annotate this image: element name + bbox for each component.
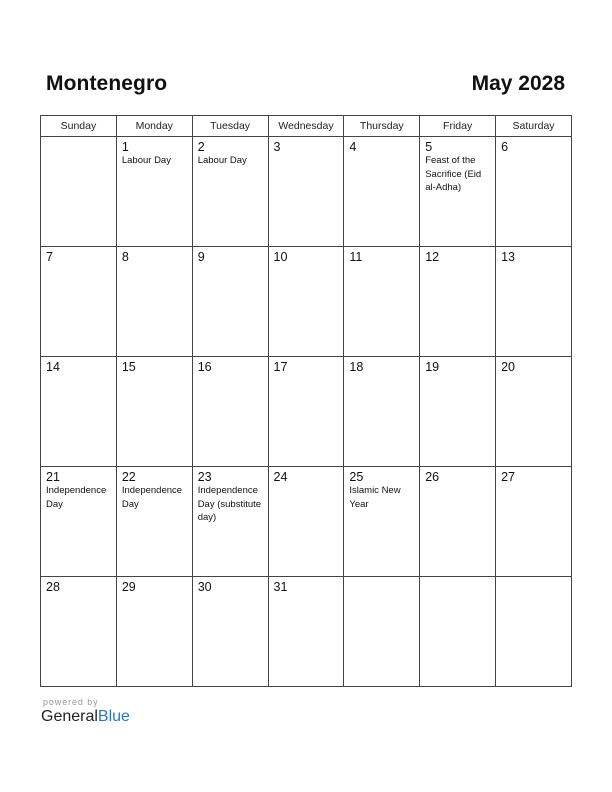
weekday-friday: Friday [420,116,496,137]
day-cell [268,247,344,357]
day-cell [41,357,117,467]
day-number: 11 [349,250,363,264]
week-row [41,467,572,577]
week-row [41,137,572,247]
day-number: 26 [425,470,440,484]
day-number: 30 [197,580,212,594]
day-cell [344,357,420,467]
calendar-grid [40,115,572,687]
holiday-label: Islamic New Year [349,485,401,510]
day-number: 17 [273,360,288,374]
day-number: 10 [273,250,288,264]
weekday-tuesday: Tuesday [192,116,268,137]
brand-blue-text: Blue [97,708,130,725]
weekday-sunday: Sunday [41,116,117,137]
day-cell [192,467,268,577]
day-number: 28 [46,580,60,594]
day-number: 19 [425,360,440,374]
day-cell [41,577,117,687]
day-number: 27 [501,470,515,484]
holiday-label: Independence Day (substitute day) [197,485,262,523]
day-number: 29 [121,580,136,594]
day-cell [420,577,496,687]
day-cell [192,577,268,687]
day-number: 8 [121,250,129,264]
day-cell [420,247,496,357]
country-title: Montenegro [46,72,168,95]
weekday-monday: Monday [116,116,192,137]
weekday-header-row [41,116,572,137]
month-year-title: May 2028 [471,72,565,95]
day-number: 23 [197,470,212,484]
day-cell [420,467,496,577]
day-number: 15 [121,360,136,374]
day-cell [268,577,344,687]
weekday-saturday: Saturday [496,116,572,137]
day-number: 7 [46,250,53,264]
holiday-label: Labour Day [197,155,247,166]
day-cell [496,577,572,687]
day-number: 4 [349,140,357,154]
week-row [41,247,572,357]
day-cell [268,467,344,577]
day-cell [420,357,496,467]
day-number: 6 [501,140,509,154]
day-number: 5 [425,140,433,154]
day-number: 13 [501,250,515,264]
day-number: 2 [197,140,205,154]
day-cell [116,577,192,687]
day-cell [496,247,572,357]
day-cell [192,137,268,247]
day-cell [41,467,117,577]
day-number: 9 [197,250,205,264]
day-cell [496,357,572,467]
day-number: 14 [46,360,60,374]
day-number: 25 [349,470,364,484]
day-cell [116,467,192,577]
day-cell [116,137,192,247]
day-number: 21 [46,470,60,484]
day-cell [420,137,496,247]
powered-by-label: powered by [43,697,99,707]
day-number: 20 [501,360,515,374]
brand-logo [41,708,130,726]
day-cell [116,247,192,357]
brand-general-text: General [41,708,98,725]
day-cell [496,137,572,247]
weekday-wednesday: Wednesday [268,116,344,137]
day-cell [116,357,192,467]
weekday-thursday: Thursday [344,116,420,137]
day-cell [344,137,420,247]
day-number: 12 [425,250,440,264]
day-cell [192,247,268,357]
day-number: 24 [273,470,288,484]
holiday-label: Independence Day [121,485,183,510]
day-number: 16 [197,360,212,374]
day-number: 22 [121,470,136,484]
day-cell [344,467,420,577]
day-cell [344,577,420,687]
holiday-label: Labour Day [121,155,171,166]
week-row [41,357,572,467]
day-cell [41,137,117,247]
day-cell [268,137,344,247]
holiday-label: Feast of the Sacrifice (Eid al-Adha) [425,155,482,193]
day-number: 3 [273,140,281,154]
day-cell [268,357,344,467]
day-number: 1 [121,140,129,154]
day-number: 31 [273,580,288,594]
week-row [41,577,572,687]
day-cell [344,247,420,357]
day-cell [496,467,572,577]
holiday-label: Independence Day [46,485,107,510]
day-cell [192,357,268,467]
day-number: 18 [349,360,364,374]
day-cell [41,247,117,357]
